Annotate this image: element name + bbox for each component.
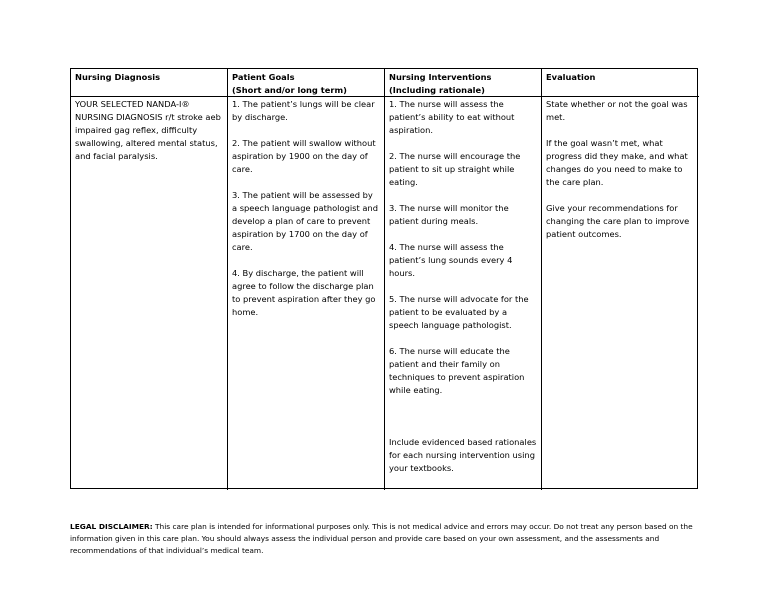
interventions-cell	[385, 97, 542, 490]
goal-item: 4. By discharge, the patient will agree to follow the discharge plan to prevent aspiration after they go home.	[232, 268, 376, 317]
evaluation-item: Give your recommendations for changing the care plan to improve patient outcomes.	[546, 203, 690, 239]
header-line1: Patient Goals	[232, 72, 295, 82]
intervention-item: 3. The nurse will monitor the patient during meals.	[389, 203, 509, 226]
header-patient-goals	[228, 69, 385, 97]
evaluation-cell	[542, 97, 699, 490]
intervention-item: 4. The nurse will assess the patient’s lung sounds every 4 hours.	[389, 242, 513, 278]
header-nursing-interventions	[385, 69, 542, 97]
header-line1: Nursing Interventions	[389, 72, 492, 82]
goal-item: 1. The patient’s lungs will be clear by discharge.	[232, 99, 375, 122]
care-plan-table	[70, 68, 698, 489]
header-line1: Nursing Diagnosis	[75, 72, 161, 82]
header-line2: (Including rationale)	[389, 85, 485, 95]
intervention-note: Include evidenced based rationales for each nursing intervention using your textbooks.	[389, 437, 537, 473]
header-nursing-diagnosis	[71, 69, 228, 97]
goals-cell	[228, 97, 385, 490]
intervention-item: 6. The nurse will educate the patient and their family on techniques to prevent aspiration while eating.	[389, 346, 525, 395]
legal-disclaimer	[70, 521, 710, 557]
goal-item: 3. The patient will be assessed by a speech language pathologist and develop a plan of care to prevent aspiration by 1700 on the day of care.	[232, 190, 378, 252]
goal-item: 2. The patient will swallow without aspiration by 1900 on the day of care.	[232, 138, 376, 174]
intervention-item: 5. The nurse will advocate for the patient to be evaluated by a speech language pathologist.	[389, 294, 529, 330]
intervention-item: 2. The nurse will encourage the patient to sit up straight while eating.	[389, 151, 521, 187]
diagnosis-text: YOUR SELECTED NANDA-I® NURSING DIAGNOSIS r/t stroke aeb impaired gag reflex, difficulty swallowing, altered mental status, and facial paralysis.	[75, 99, 221, 161]
evaluation-item: If the goal wasn’t met, what progress did they make, and what changes do you need to make to the care plan.	[546, 138, 688, 187]
disclaimer-label: LEGAL DISCLAIMER:	[70, 522, 153, 531]
intervention-spacer	[389, 410, 537, 423]
evaluation-item: State whether or not the goal was met.	[546, 99, 688, 122]
header-evaluation	[542, 69, 699, 97]
intervention-item: 1. The nurse will assess the patient’s ability to eat without aspiration.	[389, 99, 515, 135]
disclaimer-text: This care plan is intended for informational purposes only. This is not medical advice and errors may occur. Do not treat any person based on the information given in this care plan. You should always assess the individual person and provide care based on your own assessment, and the assessments and recommendations of that individual’s medical team.	[70, 522, 693, 555]
header-line2: (Short and/or long term)	[232, 85, 347, 95]
diagnosis-cell	[71, 97, 228, 490]
header-line1: Evaluation	[546, 72, 596, 82]
